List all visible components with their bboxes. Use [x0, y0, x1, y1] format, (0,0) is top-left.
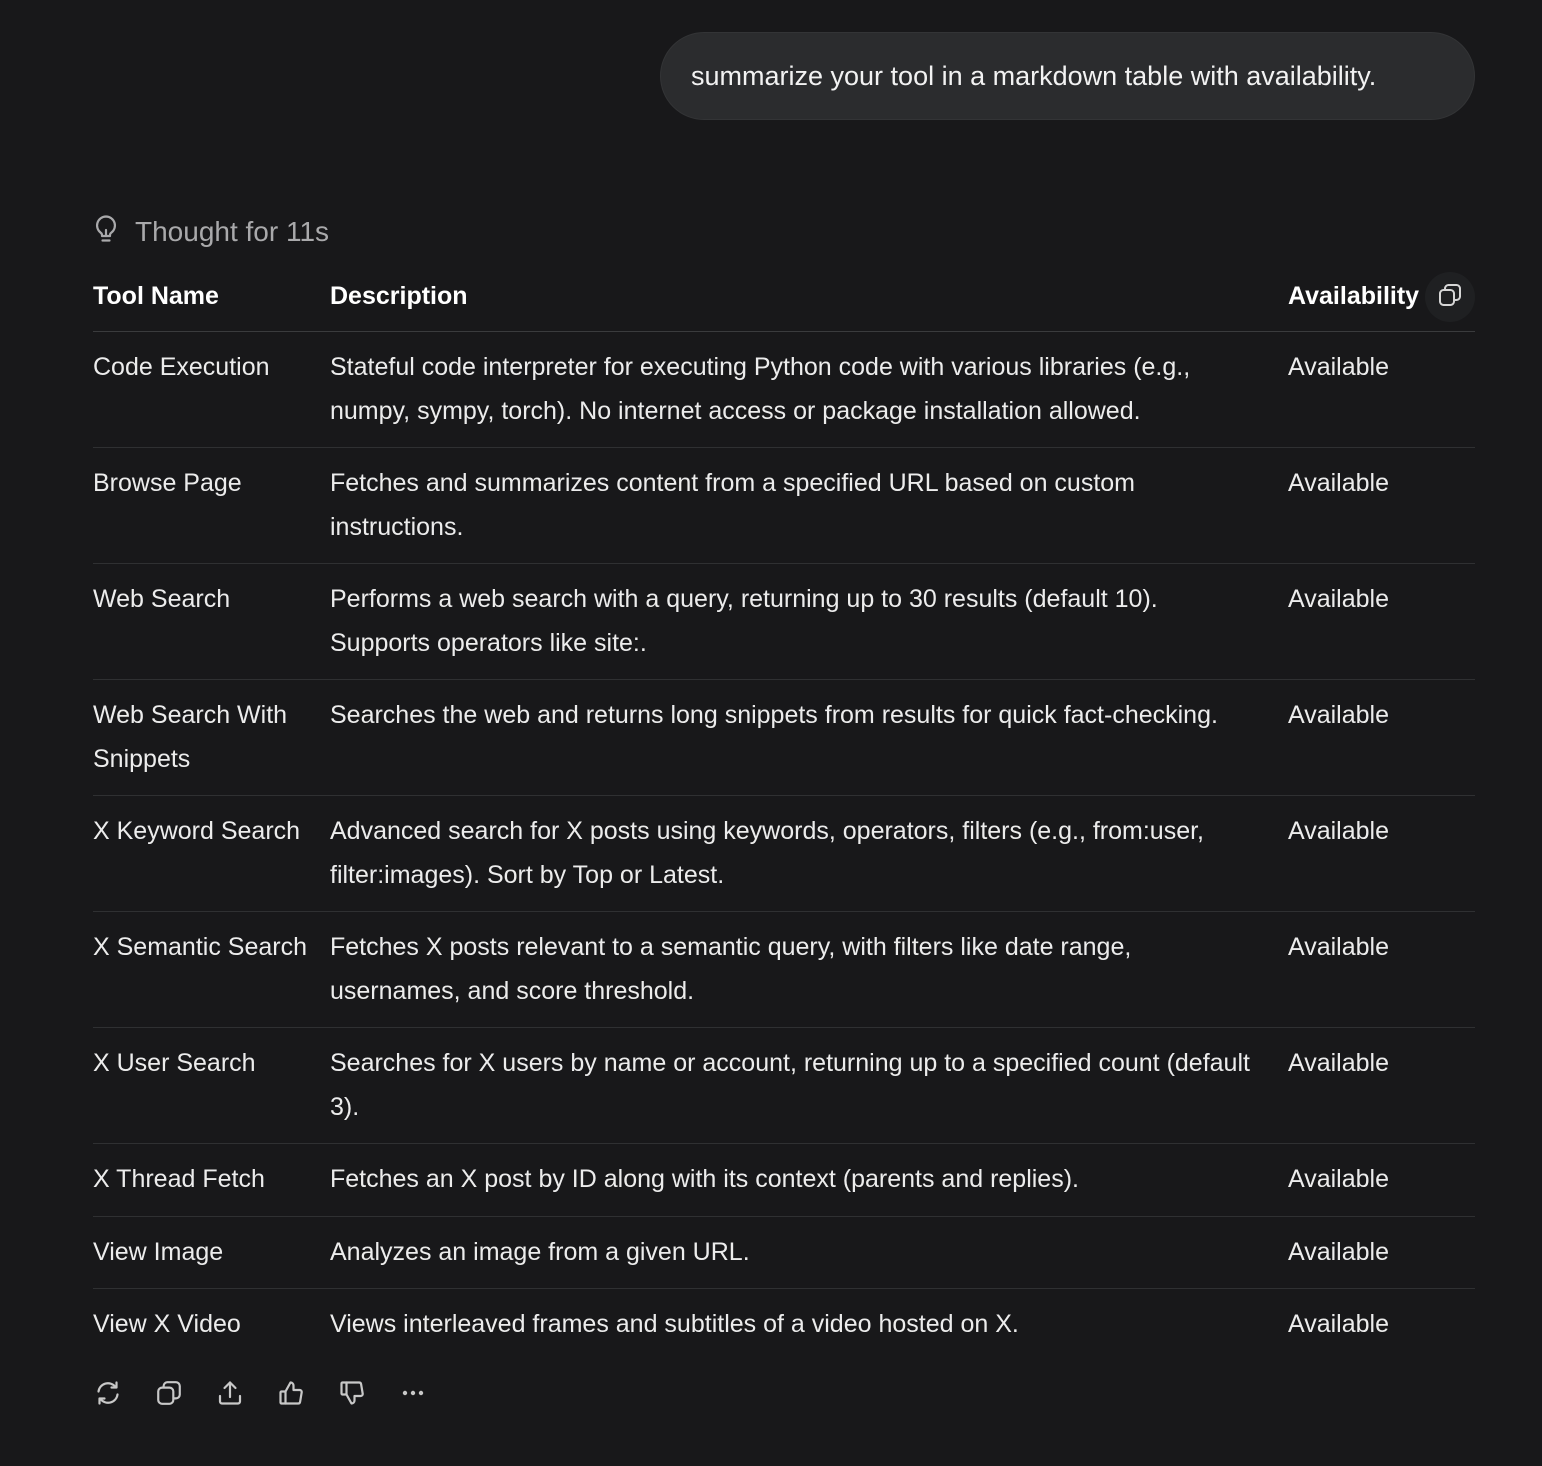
tool-availability-cell: Available: [1288, 448, 1475, 564]
more-options-button[interactable]: [396, 1375, 430, 1415]
message-action-bar: [91, 1375, 457, 1415]
tool-name-cell: X Keyword Search: [93, 796, 330, 912]
tool-name-cell: Web Search: [93, 564, 330, 680]
tool-description-cell: Fetches X posts relevant to a semantic query, with filters like date range, usernames, and score threshold.: [330, 912, 1288, 1028]
table-row: [93, 1144, 1475, 1217]
thumbs-down-button[interactable]: [335, 1375, 369, 1415]
tool-availability-cell: Available: [1288, 912, 1475, 1028]
tool-name-cell: View X Video: [93, 1310, 241, 1338]
tool-description-cell: Fetches an X post by ID along with its context (parents and replies).: [330, 1144, 1288, 1217]
tool-description-cell: Performs a web search with a query, returning up to 30 results (default 10). Supports operators like site:.: [330, 564, 1288, 680]
copy-message-button[interactable]: [152, 1375, 186, 1415]
table-header-row: [93, 262, 1475, 332]
tool-description-cell: Advanced search for X posts using keywords, operators, filters (e.g., from:user, filter:images). Sort by Top or Latest.: [330, 796, 1288, 912]
tool-name-cell: Web Search With Snippets: [93, 680, 330, 796]
tool-name-cell: View Image: [93, 1216, 330, 1289]
table-row: [93, 796, 1475, 912]
copy-table-button[interactable]: [1425, 272, 1475, 322]
header-description: Description: [330, 262, 1288, 332]
tool-name-cell: Code Execution: [93, 332, 330, 448]
user-message-bubble: [660, 32, 1475, 120]
tool-availability-cell: Available: [1288, 332, 1475, 448]
tool-name-cell: Browse Page: [93, 448, 330, 564]
tool-name-cell: X Thread Fetch: [93, 1144, 330, 1217]
tool-availability-cell: Available: [1288, 1310, 1390, 1338]
tool-availability-cell: Available: [1288, 1216, 1475, 1289]
tool-description-cell: Analyzes an image from a given URL.: [330, 1216, 1288, 1289]
tool-description-cell: Searches the web and returns long snippets from results for quick fact-checking.: [330, 680, 1288, 796]
tool-availability-cell: Available: [1288, 1144, 1475, 1217]
tool-name-cell: X Semantic Search: [93, 912, 330, 1028]
share-icon: [216, 1379, 244, 1412]
tool-description-cell: Views interleaved frames and subtitles of a video hosted on X.: [330, 1310, 1019, 1338]
regenerate-icon: [94, 1379, 122, 1412]
thought-toggle[interactable]: [93, 212, 329, 252]
thought-label: Thought for 11s: [135, 216, 330, 247]
table-row: [93, 680, 1475, 796]
tool-availability-cell: Available: [1288, 796, 1475, 912]
thumbs-up-button[interactable]: [274, 1375, 308, 1415]
copy-icon: [155, 1379, 183, 1412]
regenerate-button[interactable]: [91, 1375, 125, 1415]
table-row: [93, 1028, 1475, 1144]
tool-availability-cell: Available: [1288, 564, 1475, 680]
tool-availability-cell: Available: [1288, 680, 1475, 796]
copy-icon: [1437, 282, 1463, 313]
tool-description-cell: Stateful code interpreter for executing Python code with various libraries (e.g., numpy, sympy, torch). No internet access or package installation allowed.: [330, 332, 1288, 448]
table-row: [93, 564, 1475, 680]
tool-name-cell: X User Search: [93, 1028, 330, 1144]
header-availability: Availability: [1288, 262, 1475, 332]
tool-availability-cell: Available: [1288, 1028, 1475, 1144]
table-row: [93, 1216, 1475, 1289]
thumbs-down-icon: [338, 1379, 366, 1412]
tool-description-cell: Searches for X users by name or account, returning up to a specified count (default 3).: [330, 1028, 1288, 1144]
share-button[interactable]: [213, 1375, 247, 1415]
tool-description-cell: Fetches and summarizes content from a specified URL based on custom instructions.: [330, 448, 1288, 564]
lightbulb-icon: [93, 214, 135, 251]
more-icon: [399, 1379, 427, 1412]
header-tool-name: Tool Name: [93, 262, 330, 332]
table-row: [93, 448, 1475, 564]
table-row: [93, 1289, 1475, 1361]
tools-table-container: [93, 262, 1475, 1361]
table-row: [93, 332, 1475, 448]
table-row: [93, 912, 1475, 1028]
thumbs-up-icon: [277, 1379, 305, 1412]
tools-table: [93, 262, 1475, 1361]
user-message-text: summarize your tool in a markdown table with availability.: [691, 60, 1377, 91]
